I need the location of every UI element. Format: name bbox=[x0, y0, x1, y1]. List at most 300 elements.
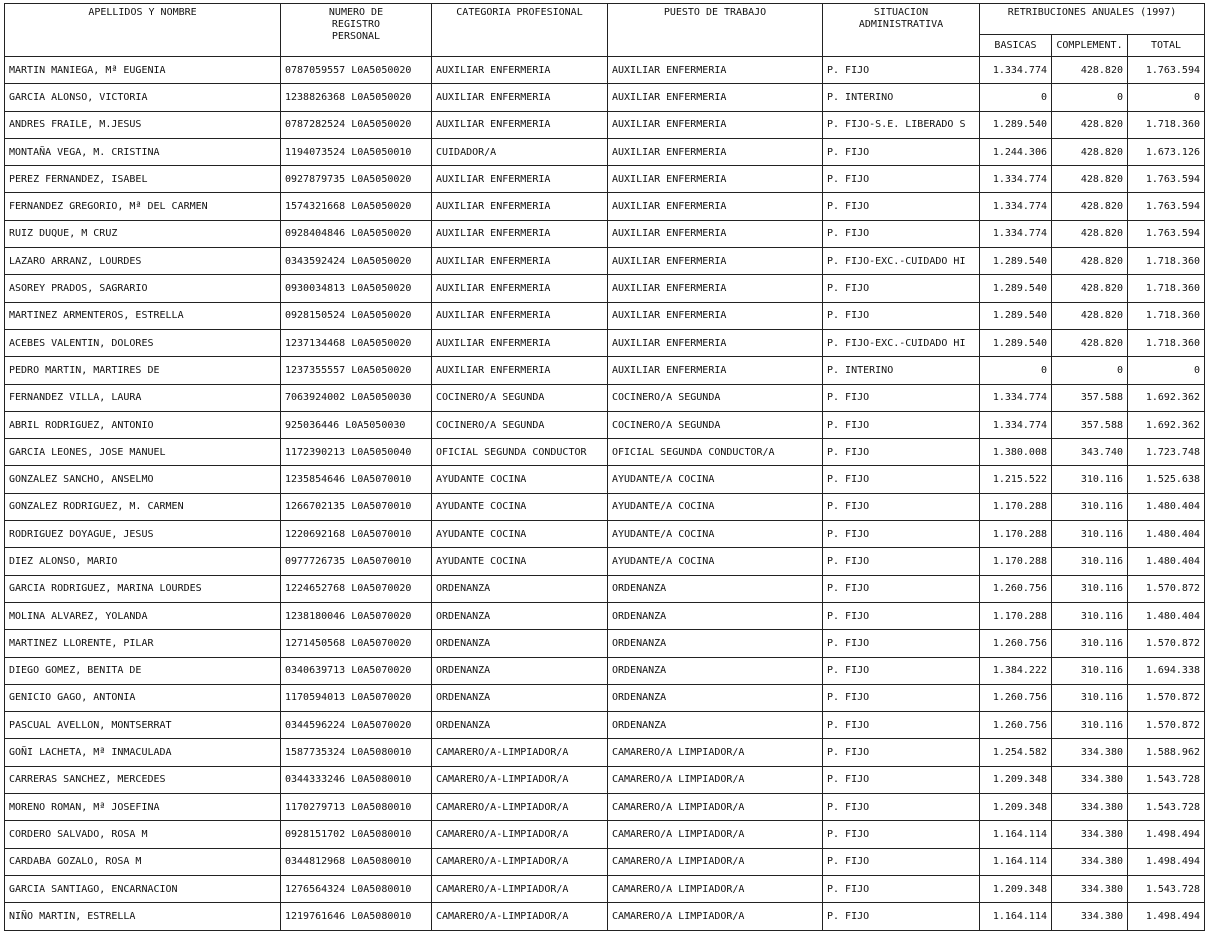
cell-name: PEDRO MARTIN, MARTIRES DE bbox=[5, 357, 281, 384]
cell-basic: 1.334.774 bbox=[980, 57, 1052, 84]
table-row bbox=[5, 657, 1205, 684]
cell-post: AUXILIAR ENFERMERIA bbox=[608, 111, 823, 138]
cell-basic: 1.209.348 bbox=[980, 875, 1052, 902]
table-row bbox=[5, 220, 1205, 247]
cell-complement: 343.740 bbox=[1052, 439, 1128, 466]
cell-registry: 0344812968 L0A5080010 bbox=[281, 848, 432, 875]
cell-name: RODRIGUEZ DOYAGUE, JESUS bbox=[5, 521, 281, 548]
cell-status: P. FIJO bbox=[823, 138, 980, 165]
cell-registry: 0977726735 L0A5070010 bbox=[281, 548, 432, 575]
cell-total: 0 bbox=[1128, 357, 1205, 384]
cell-registry: 1238826368 L0A5050020 bbox=[281, 84, 432, 111]
cell-basic: 1.289.540 bbox=[980, 248, 1052, 275]
cell-basic: 1.209.348 bbox=[980, 766, 1052, 793]
cell-complement: 310.116 bbox=[1052, 575, 1128, 602]
cell-registry: 1172390213 L0A5050040 bbox=[281, 439, 432, 466]
cell-complement: 310.116 bbox=[1052, 602, 1128, 629]
cell-registry: 1237134468 L0A5050020 bbox=[281, 329, 432, 356]
cell-category: ORDENANZA bbox=[432, 657, 608, 684]
cell-status: P. FIJO bbox=[823, 521, 980, 548]
cell-status: P. FIJO bbox=[823, 766, 980, 793]
cell-name: MARTINEZ LLORENTE, PILAR bbox=[5, 630, 281, 657]
cell-category: OFICIAL SEGUNDA CONDUCTOR bbox=[432, 439, 608, 466]
cell-post: AYUDANTE/A COCINA bbox=[608, 548, 823, 575]
cell-category: CAMARERO/A-LIMPIADOR/A bbox=[432, 848, 608, 875]
table-row bbox=[5, 84, 1205, 111]
cell-registry: 0928151702 L0A5080010 bbox=[281, 821, 432, 848]
cell-complement: 334.380 bbox=[1052, 794, 1128, 821]
cell-status: P. FIJO bbox=[823, 739, 980, 766]
table-row bbox=[5, 302, 1205, 329]
cell-basic: 0 bbox=[980, 357, 1052, 384]
cell-registry: 0787282524 L0A5050020 bbox=[281, 111, 432, 138]
cell-total: 1.763.594 bbox=[1128, 220, 1205, 247]
cell-total: 1.543.728 bbox=[1128, 766, 1205, 793]
cell-post: ORDENANZA bbox=[608, 684, 823, 711]
table-row bbox=[5, 248, 1205, 275]
cell-registry: 1574321668 L0A5050020 bbox=[281, 193, 432, 220]
table-row bbox=[5, 575, 1205, 602]
cell-name: ACEBES VALENTIN, DOLORES bbox=[5, 329, 281, 356]
header-registry-line1: NUMERO DE bbox=[328, 7, 384, 18]
table-row bbox=[5, 630, 1205, 657]
cell-total: 1.718.360 bbox=[1128, 111, 1205, 138]
table-row bbox=[5, 493, 1205, 520]
cell-name: MORENO ROMAN, Mª JOSEFINA bbox=[5, 794, 281, 821]
cell-total: 1.498.494 bbox=[1128, 821, 1205, 848]
cell-registry: 0344333246 L0A5080010 bbox=[281, 766, 432, 793]
cell-basic: 1.215.522 bbox=[980, 466, 1052, 493]
cell-name: GARCIA SANTIAGO, ENCARNACION bbox=[5, 875, 281, 902]
cell-name: FERNANDEZ VILLA, LAURA bbox=[5, 384, 281, 411]
cell-name: GONZALEZ SANCHO, ANSELMO bbox=[5, 466, 281, 493]
cell-registry: 0930034813 L0A5050020 bbox=[281, 275, 432, 302]
cell-registry: 1224652768 L0A5070020 bbox=[281, 575, 432, 602]
header-registry bbox=[281, 4, 432, 57]
cell-category: AUXILIAR ENFERMERIA bbox=[432, 166, 608, 193]
cell-basic: 1.260.756 bbox=[980, 575, 1052, 602]
cell-basic: 1.170.288 bbox=[980, 548, 1052, 575]
cell-total: 1.543.728 bbox=[1128, 794, 1205, 821]
cell-status: P. FIJO bbox=[823, 166, 980, 193]
table-row bbox=[5, 166, 1205, 193]
cell-registry: 1219761646 L0A5080010 bbox=[281, 903, 432, 930]
cell-name: PEREZ FERNANDEZ, ISABEL bbox=[5, 166, 281, 193]
cell-category: ORDENANZA bbox=[432, 630, 608, 657]
cell-category: AYUDANTE COCINA bbox=[432, 466, 608, 493]
cell-category: AYUDANTE COCINA bbox=[432, 548, 608, 575]
cell-status: P. FIJO bbox=[823, 712, 980, 739]
cell-total: 1.588.962 bbox=[1128, 739, 1205, 766]
cell-complement: 334.380 bbox=[1052, 903, 1128, 930]
cell-total: 1.543.728 bbox=[1128, 875, 1205, 902]
cell-complement: 428.820 bbox=[1052, 57, 1128, 84]
header-status-line2: ADMINISTRATIVA bbox=[858, 19, 944, 30]
cell-status: P. INTERINO bbox=[823, 84, 980, 111]
cell-category: ORDENANZA bbox=[432, 684, 608, 711]
cell-complement: 428.820 bbox=[1052, 111, 1128, 138]
personnel-table bbox=[4, 3, 1205, 931]
cell-post: AUXILIAR ENFERMERIA bbox=[608, 302, 823, 329]
cell-name: LAZARO ARRANZ, LOURDES bbox=[5, 248, 281, 275]
cell-post: CAMARERO/A LIMPIADOR/A bbox=[608, 875, 823, 902]
cell-status: P. FIJO bbox=[823, 630, 980, 657]
cell-name: GARCIA ALONSO, VICTORIA bbox=[5, 84, 281, 111]
table-row bbox=[5, 111, 1205, 138]
cell-registry: 0340639713 L0A5070020 bbox=[281, 657, 432, 684]
cell-category: AUXILIAR ENFERMERIA bbox=[432, 357, 608, 384]
cell-basic: 1.384.222 bbox=[980, 657, 1052, 684]
cell-registry: 925036446 L0A5050030 bbox=[281, 411, 432, 438]
cell-name: ASOREY PRADOS, SAGRARIO bbox=[5, 275, 281, 302]
cell-basic: 1.289.540 bbox=[980, 329, 1052, 356]
cell-name: ANDRES FRAILE, M.JESUS bbox=[5, 111, 281, 138]
cell-status: P. FIJO bbox=[823, 220, 980, 247]
cell-registry: 1587735324 L0A5080010 bbox=[281, 739, 432, 766]
header-pay-group: RETRIBUCIONES ANUALES (1997) bbox=[980, 4, 1205, 35]
cell-complement: 310.116 bbox=[1052, 466, 1128, 493]
cell-category: CUIDADOR/A bbox=[432, 138, 608, 165]
cell-complement: 428.820 bbox=[1052, 248, 1128, 275]
cell-basic: 0 bbox=[980, 84, 1052, 111]
table-row bbox=[5, 384, 1205, 411]
cell-registry: 1220692168 L0A5070010 bbox=[281, 521, 432, 548]
cell-name: MARTINEZ ARMENTEROS, ESTRELLA bbox=[5, 302, 281, 329]
cell-basic: 1.334.774 bbox=[980, 193, 1052, 220]
cell-status: P. FIJO bbox=[823, 794, 980, 821]
cell-post: AUXILIAR ENFERMERIA bbox=[608, 357, 823, 384]
cell-registry: 1170594013 L0A5070020 bbox=[281, 684, 432, 711]
cell-category: AUXILIAR ENFERMERIA bbox=[432, 111, 608, 138]
cell-post: ORDENANZA bbox=[608, 657, 823, 684]
cell-post: AUXILIAR ENFERMERIA bbox=[608, 138, 823, 165]
cell-total: 1.570.872 bbox=[1128, 712, 1205, 739]
header-post: PUESTO DE TRABAJO bbox=[608, 4, 823, 57]
cell-complement: 310.116 bbox=[1052, 548, 1128, 575]
cell-post: ORDENANZA bbox=[608, 630, 823, 657]
table-row bbox=[5, 821, 1205, 848]
cell-post: CAMARERO/A LIMPIADOR/A bbox=[608, 766, 823, 793]
cell-status: P. FIJO bbox=[823, 411, 980, 438]
cell-status: P. FIJO bbox=[823, 684, 980, 711]
cell-total: 1.480.404 bbox=[1128, 521, 1205, 548]
cell-basic: 1.289.540 bbox=[980, 275, 1052, 302]
cell-category: AUXILIAR ENFERMERIA bbox=[432, 248, 608, 275]
table-row bbox=[5, 875, 1205, 902]
cell-basic: 1.244.306 bbox=[980, 138, 1052, 165]
table-row bbox=[5, 684, 1205, 711]
cell-status: P. FIJO bbox=[823, 602, 980, 629]
cell-total: 1.480.404 bbox=[1128, 548, 1205, 575]
cell-total: 1.694.338 bbox=[1128, 657, 1205, 684]
header-registry-line2: REGISTRO bbox=[331, 19, 381, 30]
cell-category: ORDENANZA bbox=[432, 575, 608, 602]
table-row bbox=[5, 357, 1205, 384]
cell-basic: 1.334.774 bbox=[980, 411, 1052, 438]
cell-status: P. FIJO bbox=[823, 193, 980, 220]
cell-category: AUXILIAR ENFERMERIA bbox=[432, 275, 608, 302]
cell-basic: 1.164.114 bbox=[980, 821, 1052, 848]
header-status-line1: SITUACION bbox=[873, 7, 929, 18]
cell-registry: 1194073524 L0A5050010 bbox=[281, 138, 432, 165]
cell-complement: 428.820 bbox=[1052, 166, 1128, 193]
cell-basic: 1.209.348 bbox=[980, 794, 1052, 821]
cell-total: 1.718.360 bbox=[1128, 275, 1205, 302]
cell-post: AYUDANTE/A COCINA bbox=[608, 466, 823, 493]
cell-category: AUXILIAR ENFERMERIA bbox=[432, 220, 608, 247]
cell-basic: 1.289.540 bbox=[980, 111, 1052, 138]
cell-name: CARDABA GOZALO, ROSA M bbox=[5, 848, 281, 875]
cell-post: CAMARERO/A LIMPIADOR/A bbox=[608, 794, 823, 821]
cell-complement: 428.820 bbox=[1052, 329, 1128, 356]
cell-name: CARRERAS SANCHEZ, MERCEDES bbox=[5, 766, 281, 793]
table-header bbox=[5, 4, 1205, 57]
cell-status: P. FIJO bbox=[823, 548, 980, 575]
table-body bbox=[5, 57, 1205, 931]
cell-registry: 1235854646 L0A5070010 bbox=[281, 466, 432, 493]
cell-status: P. FIJO bbox=[823, 493, 980, 520]
cell-status: P. FIJO bbox=[823, 439, 980, 466]
cell-basic: 1.164.114 bbox=[980, 903, 1052, 930]
cell-registry: 1238180046 L0A5070020 bbox=[281, 602, 432, 629]
cell-name: GARCIA RODRIGUEZ, MARINA LOURDES bbox=[5, 575, 281, 602]
cell-category: CAMARERO/A-LIMPIADOR/A bbox=[432, 821, 608, 848]
table-row bbox=[5, 57, 1205, 84]
cell-name: FERNANDEZ GREGORIO, Mª DEL CARMEN bbox=[5, 193, 281, 220]
cell-registry: 0928404846 L0A5050020 bbox=[281, 220, 432, 247]
cell-registry: 1266702135 L0A5070010 bbox=[281, 493, 432, 520]
cell-total: 1.480.404 bbox=[1128, 493, 1205, 520]
cell-category: AUXILIAR ENFERMERIA bbox=[432, 329, 608, 356]
cell-basic: 1.260.756 bbox=[980, 712, 1052, 739]
header-name: APELLIDOS Y NOMBRE bbox=[5, 4, 281, 57]
cell-total: 1.718.360 bbox=[1128, 248, 1205, 275]
cell-status: P. FIJO bbox=[823, 275, 980, 302]
cell-post: CAMARERO/A LIMPIADOR/A bbox=[608, 848, 823, 875]
table-row bbox=[5, 903, 1205, 930]
cell-category: AUXILIAR ENFERMERIA bbox=[432, 302, 608, 329]
cell-total: 1.763.594 bbox=[1128, 193, 1205, 220]
table-row bbox=[5, 275, 1205, 302]
cell-status: P. FIJO bbox=[823, 57, 980, 84]
cell-basic: 1.260.756 bbox=[980, 630, 1052, 657]
cell-post: CAMARERO/A LIMPIADOR/A bbox=[608, 903, 823, 930]
cell-status: P. FIJO bbox=[823, 875, 980, 902]
cell-post: ORDENANZA bbox=[608, 602, 823, 629]
cell-total: 1.692.362 bbox=[1128, 384, 1205, 411]
cell-registry: 1276564324 L0A5080010 bbox=[281, 875, 432, 902]
table-row bbox=[5, 138, 1205, 165]
cell-name: GOÑI LACHETA, Mª INMACULADA bbox=[5, 739, 281, 766]
cell-total: 1.525.638 bbox=[1128, 466, 1205, 493]
cell-status: P. FIJO-EXC.-CUIDADO HI bbox=[823, 329, 980, 356]
cell-post: AUXILIAR ENFERMERIA bbox=[608, 248, 823, 275]
cell-complement: 357.588 bbox=[1052, 384, 1128, 411]
header-status bbox=[823, 4, 980, 57]
cell-name: RUIZ DUQUE, M CRUZ bbox=[5, 220, 281, 247]
cell-category: AUXILIAR ENFERMERIA bbox=[432, 84, 608, 111]
table-row bbox=[5, 766, 1205, 793]
cell-post: CAMARERO/A LIMPIADOR/A bbox=[608, 821, 823, 848]
cell-post: CAMARERO/A LIMPIADOR/A bbox=[608, 739, 823, 766]
table-row bbox=[5, 548, 1205, 575]
cell-total: 1.480.404 bbox=[1128, 602, 1205, 629]
table-row bbox=[5, 329, 1205, 356]
cell-status: P. FIJO bbox=[823, 384, 980, 411]
cell-name: GARCIA LEONES, JOSE MANUEL bbox=[5, 439, 281, 466]
cell-total: 1.570.872 bbox=[1128, 684, 1205, 711]
header-registry-line3: PERSONAL bbox=[331, 31, 381, 42]
cell-total: 1.673.126 bbox=[1128, 138, 1205, 165]
cell-category: CAMARERO/A-LIMPIADOR/A bbox=[432, 794, 608, 821]
cell-post: ORDENANZA bbox=[608, 575, 823, 602]
cell-complement: 428.820 bbox=[1052, 138, 1128, 165]
cell-status: P. FIJO bbox=[823, 848, 980, 875]
cell-name: DIEZ ALONSO, MARIO bbox=[5, 548, 281, 575]
table-row bbox=[5, 521, 1205, 548]
cell-registry: 1271450568 L0A5070020 bbox=[281, 630, 432, 657]
cell-category: CAMARERO/A-LIMPIADOR/A bbox=[432, 903, 608, 930]
cell-complement: 0 bbox=[1052, 84, 1128, 111]
cell-basic: 1.334.774 bbox=[980, 220, 1052, 247]
cell-basic: 1.164.114 bbox=[980, 848, 1052, 875]
cell-name: MONTAÑA VEGA, M. CRISTINA bbox=[5, 138, 281, 165]
cell-category: AYUDANTE COCINA bbox=[432, 493, 608, 520]
cell-registry: 1170279713 L0A5080010 bbox=[281, 794, 432, 821]
cell-status: P. FIJO-S.E. LIBERADO S bbox=[823, 111, 980, 138]
cell-registry: 1237355557 L0A5050020 bbox=[281, 357, 432, 384]
cell-total: 1.763.594 bbox=[1128, 57, 1205, 84]
cell-name: GONZALEZ RODRIGUEZ, M. CARMEN bbox=[5, 493, 281, 520]
cell-complement: 310.116 bbox=[1052, 630, 1128, 657]
cell-name: ABRIL RODRIGUEZ, ANTONIO bbox=[5, 411, 281, 438]
cell-total: 1.570.872 bbox=[1128, 630, 1205, 657]
table-row bbox=[5, 411, 1205, 438]
cell-total: 1.692.362 bbox=[1128, 411, 1205, 438]
cell-post: AUXILIAR ENFERMERIA bbox=[608, 193, 823, 220]
cell-post: COCINERO/A SEGUNDA bbox=[608, 411, 823, 438]
cell-registry: 0928150524 L0A5050020 bbox=[281, 302, 432, 329]
cell-post: AUXILIAR ENFERMERIA bbox=[608, 275, 823, 302]
cell-status: P. FIJO bbox=[823, 903, 980, 930]
cell-basic: 1.289.540 bbox=[980, 302, 1052, 329]
cell-name: NIÑO MARTIN, ESTRELLA bbox=[5, 903, 281, 930]
cell-registry: 0927879735 L0A5050020 bbox=[281, 166, 432, 193]
cell-status: P. FIJO bbox=[823, 302, 980, 329]
cell-complement: 334.380 bbox=[1052, 875, 1128, 902]
cell-name: GENICIO GAGO, ANTONIA bbox=[5, 684, 281, 711]
cell-complement: 310.116 bbox=[1052, 712, 1128, 739]
cell-basic: 1.170.288 bbox=[980, 493, 1052, 520]
cell-basic: 1.260.756 bbox=[980, 684, 1052, 711]
cell-category: CAMARERO/A-LIMPIADOR/A bbox=[432, 766, 608, 793]
cell-total: 0 bbox=[1128, 84, 1205, 111]
cell-post: OFICIAL SEGUNDA CONDUCTOR/A bbox=[608, 439, 823, 466]
cell-total: 1.723.748 bbox=[1128, 439, 1205, 466]
cell-complement: 334.380 bbox=[1052, 821, 1128, 848]
cell-complement: 310.116 bbox=[1052, 657, 1128, 684]
cell-complement: 334.380 bbox=[1052, 739, 1128, 766]
header-category: CATEGORIA PROFESIONAL bbox=[432, 4, 608, 57]
cell-complement: 310.116 bbox=[1052, 493, 1128, 520]
header-total: TOTAL bbox=[1128, 35, 1205, 57]
cell-complement: 310.116 bbox=[1052, 684, 1128, 711]
cell-status: P. INTERINO bbox=[823, 357, 980, 384]
cell-basic: 1.334.774 bbox=[980, 384, 1052, 411]
cell-basic: 1.254.582 bbox=[980, 739, 1052, 766]
cell-post: AUXILIAR ENFERMERIA bbox=[608, 329, 823, 356]
cell-post: ORDENANZA bbox=[608, 712, 823, 739]
cell-post: AYUDANTE/A COCINA bbox=[608, 493, 823, 520]
cell-status: P. FIJO bbox=[823, 821, 980, 848]
cell-category: COCINERO/A SEGUNDA bbox=[432, 411, 608, 438]
cell-complement: 310.116 bbox=[1052, 521, 1128, 548]
cell-post: AUXILIAR ENFERMERIA bbox=[608, 220, 823, 247]
cell-registry: 0343592424 L0A5050020 bbox=[281, 248, 432, 275]
cell-complement: 428.820 bbox=[1052, 275, 1128, 302]
header-basic: BASICAS bbox=[980, 35, 1052, 57]
cell-category: CAMARERO/A-LIMPIADOR/A bbox=[432, 875, 608, 902]
table-row bbox=[5, 466, 1205, 493]
cell-post: AUXILIAR ENFERMERIA bbox=[608, 166, 823, 193]
cell-basic: 1.334.774 bbox=[980, 166, 1052, 193]
cell-basic: 1.170.288 bbox=[980, 521, 1052, 548]
cell-name: MARTIN MANIEGA, Mª EUGENIA bbox=[5, 57, 281, 84]
cell-total: 1.763.594 bbox=[1128, 166, 1205, 193]
cell-post: AYUDANTE/A COCINA bbox=[608, 521, 823, 548]
table-row bbox=[5, 602, 1205, 629]
cell-name: DIEGO GOMEZ, BENITA DE bbox=[5, 657, 281, 684]
cell-post: AUXILIAR ENFERMERIA bbox=[608, 84, 823, 111]
cell-complement: 334.380 bbox=[1052, 766, 1128, 793]
table-row bbox=[5, 739, 1205, 766]
cell-total: 1.498.494 bbox=[1128, 903, 1205, 930]
cell-category: ORDENANZA bbox=[432, 712, 608, 739]
cell-total: 1.570.872 bbox=[1128, 575, 1205, 602]
cell-post: AUXILIAR ENFERMERIA bbox=[608, 57, 823, 84]
cell-status: P. FIJO bbox=[823, 657, 980, 684]
cell-category: COCINERO/A SEGUNDA bbox=[432, 384, 608, 411]
cell-name: CORDERO SALVADO, ROSA M bbox=[5, 821, 281, 848]
cell-category: AUXILIAR ENFERMERIA bbox=[432, 193, 608, 220]
cell-status: P. FIJO bbox=[823, 575, 980, 602]
cell-name: PASCUAL AVELLON, MONTSERRAT bbox=[5, 712, 281, 739]
cell-total: 1.498.494 bbox=[1128, 848, 1205, 875]
table-row bbox=[5, 794, 1205, 821]
cell-category: ORDENANZA bbox=[432, 602, 608, 629]
table-row bbox=[5, 848, 1205, 875]
cell-category: AUXILIAR ENFERMERIA bbox=[432, 57, 608, 84]
cell-status: P. FIJO-EXC.-CUIDADO HI bbox=[823, 248, 980, 275]
header-complement: COMPLEMENT. bbox=[1052, 35, 1128, 57]
cell-registry: 0787059557 L0A5050020 bbox=[281, 57, 432, 84]
table-row bbox=[5, 439, 1205, 466]
cell-complement: 428.820 bbox=[1052, 220, 1128, 247]
cell-total: 1.718.360 bbox=[1128, 329, 1205, 356]
cell-registry: 0344596224 L0A5070020 bbox=[281, 712, 432, 739]
cell-complement: 428.820 bbox=[1052, 302, 1128, 329]
cell-complement: 334.380 bbox=[1052, 848, 1128, 875]
cell-name: MOLINA ALVAREZ, YOLANDA bbox=[5, 602, 281, 629]
cell-post: COCINERO/A SEGUNDA bbox=[608, 384, 823, 411]
cell-registry: 7063924002 L0A5050030 bbox=[281, 384, 432, 411]
cell-basic: 1.170.288 bbox=[980, 602, 1052, 629]
cell-basic: 1.380.008 bbox=[980, 439, 1052, 466]
cell-total: 1.718.360 bbox=[1128, 302, 1205, 329]
cell-category: AYUDANTE COCINA bbox=[432, 521, 608, 548]
cell-category: CAMARERO/A-LIMPIADOR/A bbox=[432, 739, 608, 766]
table-row bbox=[5, 712, 1205, 739]
